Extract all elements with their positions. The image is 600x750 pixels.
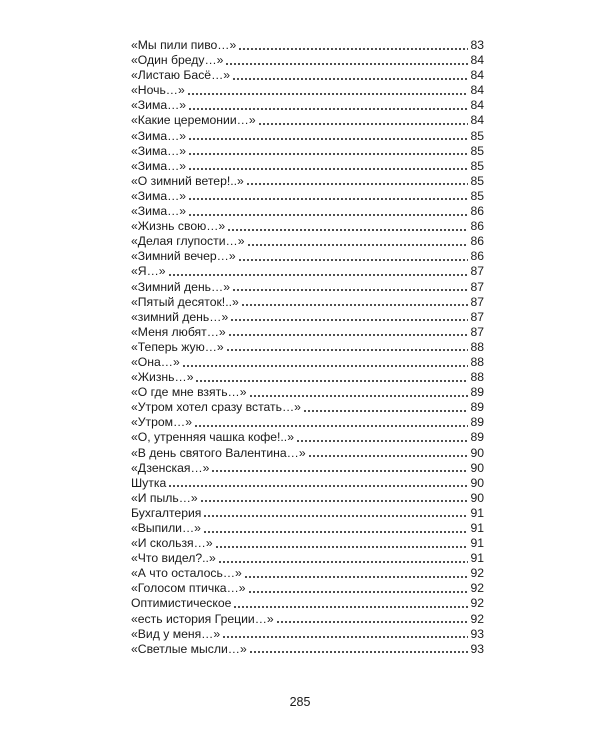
toc-entry-title: «Зима…» xyxy=(131,98,187,113)
toc-entry-page: 87 xyxy=(470,309,484,324)
dot-leader xyxy=(182,365,468,367)
toc-entry-title: «Ночь…» xyxy=(131,83,185,98)
toc-entry xyxy=(131,219,484,234)
toc-entry-title: «Зимний вечер…» xyxy=(131,249,236,264)
dot-leader xyxy=(200,500,468,502)
toc-entry xyxy=(131,430,484,445)
dot-leader xyxy=(195,380,468,382)
dot-leader xyxy=(225,63,468,65)
dot-leader xyxy=(238,48,468,50)
toc-entry xyxy=(131,144,484,159)
toc-entry-title: «Жизнь свою…» xyxy=(131,219,226,234)
toc-entry-page: 88 xyxy=(470,354,484,369)
toc-entry-page: 92 xyxy=(470,611,484,626)
dot-leader xyxy=(244,576,468,578)
toc-entry-title: Бухгалтерия xyxy=(131,505,202,520)
toc-entry-title: «Делая глупости…» xyxy=(131,234,245,249)
dot-leader xyxy=(276,621,468,623)
toc-entry xyxy=(131,204,484,219)
dot-leader xyxy=(233,606,468,608)
toc-entry-page: 86 xyxy=(470,234,484,249)
toc-entry-page: 85 xyxy=(470,158,484,173)
dot-leader xyxy=(215,546,468,548)
toc-entry xyxy=(131,174,484,189)
toc-entry-page: 90 xyxy=(470,460,484,475)
dot-leader xyxy=(249,395,468,397)
toc-entry-page: 91 xyxy=(470,551,484,566)
toc-entry-title: «Зима…» xyxy=(131,204,187,219)
toc-entry-title: «есть история Греции…» xyxy=(131,611,274,626)
toc-entry xyxy=(131,249,484,264)
toc-entry-page: 93 xyxy=(470,626,484,641)
toc-entry-page: 91 xyxy=(470,521,484,535)
toc-entry-page: 85 xyxy=(470,173,484,188)
toc-entry-title: «Выпили…» xyxy=(131,521,201,535)
toc-entry xyxy=(131,113,484,128)
toc-entry-page: 84 xyxy=(470,53,484,68)
toc-entry xyxy=(131,295,484,310)
toc-entry xyxy=(131,68,484,83)
dot-leader xyxy=(308,455,468,457)
toc-entry-page: 84 xyxy=(470,98,484,113)
table-of-contents xyxy=(131,38,484,657)
toc-entry-page: 84 xyxy=(470,113,484,128)
toc-entry-page: 86 xyxy=(470,249,484,264)
toc-entry-page: 87 xyxy=(470,294,484,309)
dot-leader xyxy=(188,168,468,170)
toc-entry xyxy=(131,280,484,295)
toc-entry xyxy=(131,596,484,611)
page-number: 285 xyxy=(289,695,311,709)
toc-entry-page: 93 xyxy=(470,641,484,656)
toc-entry xyxy=(131,566,484,581)
toc-entry-page: 85 xyxy=(470,128,484,143)
dot-leader xyxy=(203,515,468,517)
toc-entry-title: Оптимистическое xyxy=(131,596,232,611)
toc-entry-title: «Пятый десяток!..» xyxy=(131,294,239,309)
toc-entry-title: «Меня любят…» xyxy=(131,324,226,339)
toc-entry-page: 92 xyxy=(470,566,484,581)
toc-entry-title: «Дзенская…» xyxy=(131,460,210,475)
dot-leader xyxy=(232,78,468,80)
toc-entry-title: «Теперь жую…» xyxy=(131,339,224,354)
toc-entry-title: «Светлые мысли…» xyxy=(131,641,247,656)
dot-leader xyxy=(258,123,468,125)
dot-leader xyxy=(168,274,468,276)
dot-leader xyxy=(203,531,468,533)
dot-leader xyxy=(228,334,468,336)
toc-entry-title: «Зима…» xyxy=(131,143,187,158)
toc-entry xyxy=(131,446,484,461)
toc-entry xyxy=(131,370,484,385)
toc-entry-title: «Утром…» xyxy=(131,415,193,430)
toc-entry-page: 87 xyxy=(470,324,484,339)
dot-leader xyxy=(188,153,468,155)
toc-entry-title: «Зима…» xyxy=(131,188,187,203)
toc-entry xyxy=(131,415,484,430)
toc-entry-page: 91 xyxy=(470,505,484,520)
toc-entry-title: «О где мне взять…» xyxy=(131,385,247,400)
toc-entry xyxy=(131,612,484,627)
toc-entry-title: «Зима…» xyxy=(131,128,187,143)
toc-entry-page: 89 xyxy=(470,430,484,445)
toc-entry-title: «Листаю Басё…» xyxy=(131,68,231,83)
dot-leader xyxy=(226,349,468,351)
dot-leader xyxy=(246,183,468,185)
toc-entry-title: «Что видел?..» xyxy=(131,551,216,566)
toc-entry-page: 86 xyxy=(470,219,484,234)
toc-entry-page: 84 xyxy=(470,68,484,83)
toc-entry xyxy=(131,98,484,113)
toc-entry xyxy=(131,129,484,144)
toc-entry-title: «Какие церемонии…» xyxy=(131,113,256,128)
toc-entry xyxy=(131,551,484,566)
toc-entry-title: «Один бреду…» xyxy=(131,53,224,68)
toc-entry xyxy=(131,325,484,340)
toc-entry xyxy=(131,400,484,415)
toc-entry xyxy=(131,491,484,506)
toc-entry-page: 90 xyxy=(470,445,484,460)
toc-entry xyxy=(131,536,484,551)
toc-entry xyxy=(131,627,484,642)
toc-entry-page: 86 xyxy=(470,204,484,219)
toc-entry-page: 87 xyxy=(470,264,484,279)
toc-entry-title: «О, утренняя чашка кофе!..» xyxy=(131,430,294,445)
toc-entry-page: 83 xyxy=(470,38,484,52)
toc-entry xyxy=(131,521,484,536)
toc-entry xyxy=(131,385,484,400)
dot-leader xyxy=(188,214,468,216)
toc-entry xyxy=(131,340,484,355)
dot-leader xyxy=(303,410,468,412)
toc-entry-title: «Мы пили пиво…» xyxy=(131,38,237,52)
toc-entry xyxy=(131,264,484,279)
dot-leader xyxy=(249,651,468,653)
dot-leader xyxy=(168,485,468,487)
toc-entry xyxy=(131,53,484,68)
toc-entry xyxy=(131,506,484,521)
toc-entry-title: «И пыль…» xyxy=(131,490,198,505)
toc-entry xyxy=(131,642,484,657)
dot-leader xyxy=(227,229,468,231)
toc-entry-title: «Вид у меня…» xyxy=(131,626,221,641)
toc-entry xyxy=(131,83,484,98)
toc-entry-title: «И скользя…» xyxy=(131,536,213,551)
toc-entry-page: 88 xyxy=(470,370,484,385)
toc-entry xyxy=(131,461,484,476)
toc-entry xyxy=(131,355,484,370)
toc-entry-title: «Она…» xyxy=(131,354,180,369)
toc-entry-title: «Голосом птичка…» xyxy=(131,581,246,596)
toc-entry xyxy=(131,234,484,249)
dot-leader xyxy=(230,319,468,321)
toc-entry-page: 85 xyxy=(470,188,484,203)
dot-leader xyxy=(218,561,468,563)
dot-leader xyxy=(296,440,468,442)
toc-entry-page: 89 xyxy=(470,400,484,415)
toc-entry xyxy=(131,189,484,204)
toc-entry xyxy=(131,38,484,53)
dot-leader xyxy=(241,304,468,306)
toc-entry-title: «Жизнь…» xyxy=(131,370,194,385)
toc-entry-page: 89 xyxy=(470,385,484,400)
toc-entry-title: «А что осталось…» xyxy=(131,566,242,581)
toc-entry-page: 91 xyxy=(470,536,484,551)
dot-leader xyxy=(188,108,468,110)
toc-entry-page: 92 xyxy=(470,581,484,596)
toc-entry xyxy=(131,476,484,491)
toc-entry-page: 89 xyxy=(470,415,484,430)
toc-entry-title: «В день святого Валентина…» xyxy=(131,445,306,460)
toc-entry-page: 92 xyxy=(470,596,484,611)
toc-entry xyxy=(131,581,484,596)
toc-entry-title: «зимний день…» xyxy=(131,309,229,324)
dot-leader xyxy=(188,198,468,200)
toc-entry-title: «О зимний ветер!..» xyxy=(131,173,244,188)
toc-entry-page: 90 xyxy=(470,475,484,490)
toc-entry-title: «Зима…» xyxy=(131,158,187,173)
dot-leader xyxy=(187,93,468,95)
toc-entry-page: 87 xyxy=(470,279,484,294)
dot-leader xyxy=(247,244,469,246)
toc-entry-page: 85 xyxy=(470,143,484,158)
dot-leader xyxy=(194,425,468,427)
dot-leader xyxy=(248,591,468,593)
toc-entry-page: 88 xyxy=(470,339,484,354)
dot-leader xyxy=(188,138,468,140)
toc-entry xyxy=(131,159,484,174)
toc-entry-title: «Зимний день…» xyxy=(131,279,230,294)
dot-leader xyxy=(238,259,468,261)
toc-entry-title: «Утром хотел сразу встать…» xyxy=(131,400,301,415)
dot-leader xyxy=(211,470,468,472)
toc-entry-title: Шутка xyxy=(131,475,167,490)
dot-leader xyxy=(232,289,468,291)
toc-entry-title: «Я…» xyxy=(131,264,166,279)
toc-entry-page: 90 xyxy=(470,490,484,505)
toc-entry-page: 84 xyxy=(470,83,484,98)
dot-leader xyxy=(222,636,468,638)
toc-entry xyxy=(131,310,484,325)
